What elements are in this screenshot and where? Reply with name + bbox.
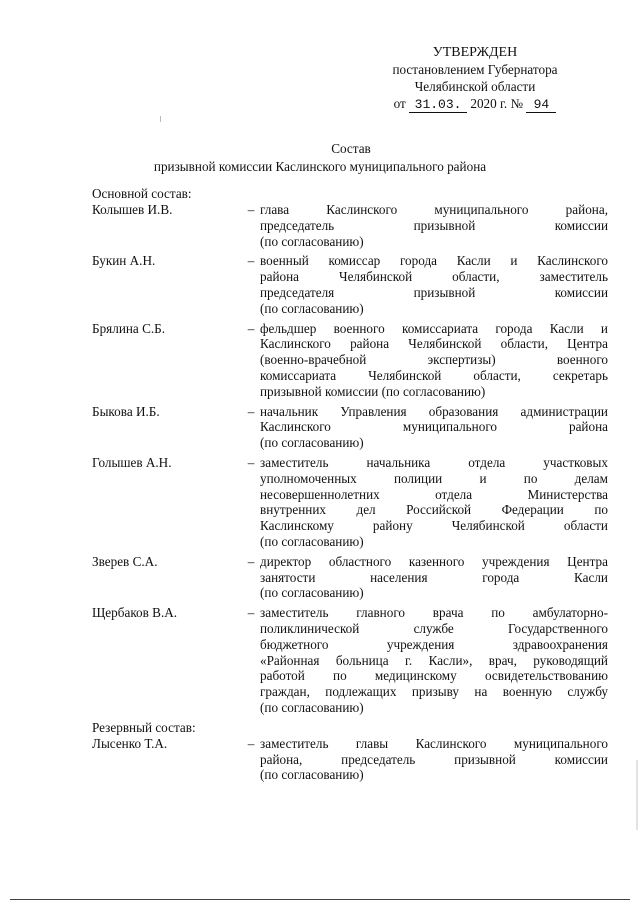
member-name: Зверев С.А. bbox=[92, 553, 158, 569]
member-description bbox=[260, 736, 608, 783]
member-dash: – bbox=[247, 553, 255, 569]
member-description bbox=[260, 554, 608, 601]
member-description-line: директор областного казенного учреждения Центра bbox=[260, 553, 608, 569]
member-name: Колышев И.В. bbox=[92, 202, 173, 217]
member-dash: – bbox=[247, 320, 255, 336]
member-name: Брялина С.Б. bbox=[92, 320, 166, 336]
handwritten-number: 94 bbox=[526, 98, 556, 113]
member-description-line: уполномоченных полиции и по делам bbox=[260, 470, 608, 486]
member-description bbox=[260, 605, 608, 716]
member-description bbox=[260, 455, 608, 550]
member-description-line: занятости населения города Касли bbox=[260, 569, 608, 585]
member-description-line: начальник Управления образования администрации bbox=[260, 403, 608, 419]
member-description-line: (по согласованию) bbox=[260, 300, 364, 316]
member-dash: – bbox=[247, 454, 255, 470]
group-title: Основной состав: bbox=[92, 186, 192, 201]
member-row bbox=[92, 605, 608, 716]
member-description-line: заместитель главного врача по амбулаторно- bbox=[260, 605, 608, 621]
member-description-line: призывной комиссии (по согласованию) bbox=[260, 383, 486, 399]
member-description bbox=[260, 202, 608, 249]
page-bottom-rule bbox=[10, 899, 630, 900]
approval-title: УТВЕРЖДЕН bbox=[432, 45, 518, 60]
member-description-line: заместитель начальника отдела участковых bbox=[260, 454, 608, 470]
handwritten-date: 31.03. bbox=[409, 98, 467, 113]
member-description bbox=[260, 321, 608, 400]
member-description-line: Каслинского муниципального района bbox=[260, 419, 608, 435]
member-name: Щербаков В.А. bbox=[92, 605, 178, 621]
member-dash: – bbox=[247, 735, 255, 751]
member-description-line: фельдшер военного комиссариата города Касли и bbox=[260, 320, 608, 336]
member-row bbox=[92, 554, 608, 601]
member-description-line: заместитель главы Каслинского муниципального bbox=[260, 735, 608, 751]
member-description-line: граждан, подлежащих призыву на военную службу bbox=[260, 684, 608, 700]
group-title: Резервный состав: bbox=[92, 719, 196, 735]
member-row bbox=[92, 253, 608, 316]
member-row bbox=[92, 202, 608, 249]
member-description-line: района, председатель призывной комиссии bbox=[260, 751, 608, 767]
member-description-line: глава Каслинского муниципального района, bbox=[260, 202, 608, 217]
member-description-line: военный комиссар города Касли и Каслинского bbox=[260, 253, 608, 269]
member-name: Голышев А.Н. bbox=[92, 454, 172, 470]
member-description-line: Каслинского района Челябинской области, Центра bbox=[260, 336, 608, 352]
commission-member-list bbox=[92, 186, 608, 787]
member-description-line: (по согласованию) bbox=[260, 435, 364, 451]
member-description-line: председатель призывной комиссии bbox=[260, 217, 608, 233]
member-description bbox=[260, 253, 608, 316]
member-dash: – bbox=[247, 403, 255, 419]
member-description-line: района Челябинской области, заместитель bbox=[260, 269, 608, 285]
member-dash: – bbox=[247, 253, 255, 269]
member-description-line: (по согласованию) bbox=[260, 533, 364, 549]
member-name: Быкова И.Б. bbox=[92, 403, 160, 419]
member-description-line: (военно-врачебной экспертизы) военного bbox=[260, 352, 608, 368]
approval-line-2: Челябинской области bbox=[414, 79, 536, 94]
heading-line-1: Состав bbox=[331, 141, 371, 156]
member-description-line: «Районная больница г. Касли», врач, руководящий bbox=[260, 652, 608, 668]
member-description-line: (по согласованию) bbox=[260, 767, 364, 783]
member-description-line: Каслинскому району Челябинской области bbox=[260, 518, 608, 534]
member-row bbox=[92, 736, 608, 783]
member-row bbox=[92, 404, 608, 451]
member-description-line: поликлинической службе Государственного bbox=[260, 620, 608, 636]
heading-line-2: призывной комиссии Каслинского муниципального района bbox=[153, 159, 487, 174]
member-dash: – bbox=[247, 605, 255, 621]
scan-edge-shadow bbox=[636, 760, 638, 830]
document-heading bbox=[0, 140, 640, 176]
member-description-line: работой по медицинскому освидетельствованию bbox=[260, 668, 608, 684]
member-description-line: (по согласованию) bbox=[260, 699, 364, 715]
member-name: Букин А.Н. bbox=[92, 253, 156, 269]
member-description-line: внутренних дел Российской Федерации по bbox=[260, 502, 608, 518]
approval-date-line bbox=[360, 95, 590, 113]
member-description bbox=[260, 404, 608, 451]
year-text: 2020 г. № bbox=[470, 96, 524, 111]
member-dash: – bbox=[247, 202, 255, 217]
member-description-line: комиссариата Челябинской области, секретарь bbox=[260, 367, 608, 383]
member-description-line: бюджетного учреждения здравоохранения bbox=[260, 636, 608, 652]
approval-line-1: постановлением Губернатора bbox=[392, 62, 558, 77]
member-row bbox=[92, 321, 608, 400]
scan-mark bbox=[160, 116, 161, 122]
date-prefix: от bbox=[393, 96, 406, 111]
approval-block bbox=[360, 44, 590, 113]
member-row bbox=[92, 455, 608, 550]
member-name: Лысенко Т.А. bbox=[92, 735, 168, 751]
member-description-line: несовершеннолетних отдела Министерства bbox=[260, 486, 608, 502]
member-description-line: (по согласованию) bbox=[260, 585, 364, 601]
member-description-line: председателя призывной комиссии bbox=[260, 284, 608, 300]
member-description-line: (по согласованию) bbox=[260, 233, 364, 249]
